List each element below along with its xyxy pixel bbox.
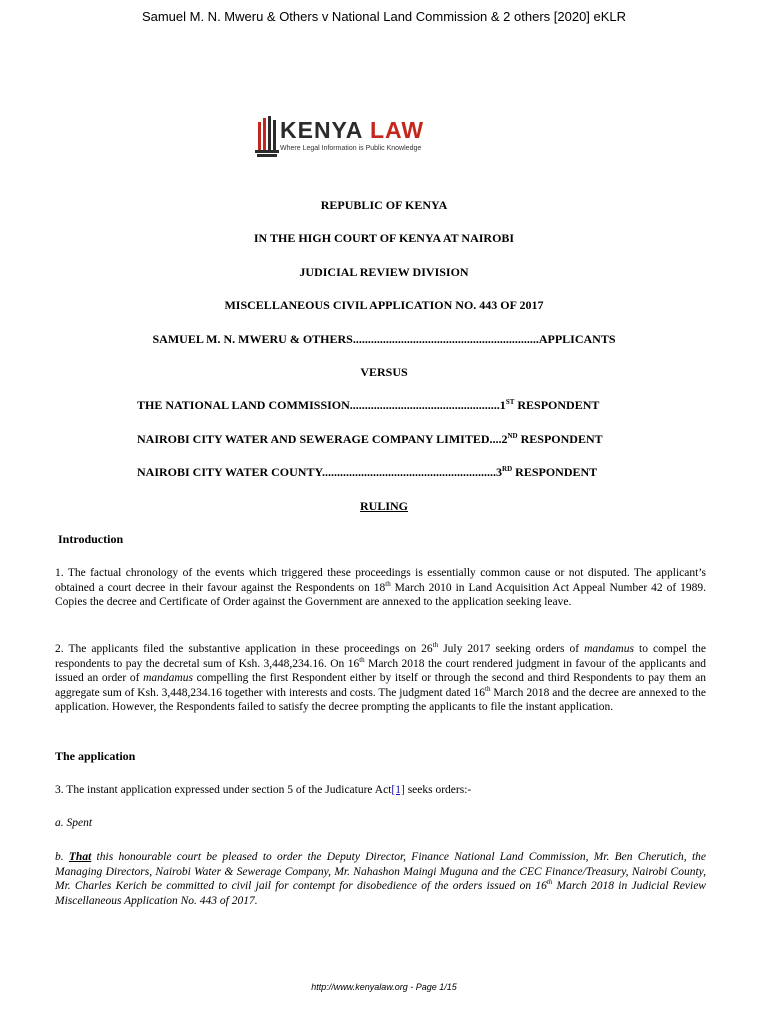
versus-heading: VERSUS xyxy=(360,365,408,379)
ruling-heading: RULING xyxy=(359,499,408,513)
logo-tagline: Where Legal Information is Public Knowledge xyxy=(280,145,422,152)
second-respondent-line: NAIROBI CITY WATER AND SEWERAGE COMPANY LIMITED....2ND RESPONDENT xyxy=(137,432,603,446)
paragraph-3: 3. The instant application expressed under section 5 of the Judicature Act[1] seeks orders:- xyxy=(55,784,472,796)
page-header: Samuel M. N. Mweru & Others v National Land Commission & 2 others [2020] eKLR xyxy=(141,9,627,24)
order-b: b. That this honourable court be pleased to order the Deputy Director, Finance National Land Commission, Mr. Ben Cherutich, the Managing Directors, Nairobi Water & Sewerage Company, Mr. Nahashon Maingi Muguna and the CEC Finance/Treasury, Nairobi County, Mr. Charles Kerich be committed to civil jail for contempt for disobedience of the orders issued on 16th March 2018 in Judicial Review Miscellaneous Application No. 443 of 2017. xyxy=(55,851,706,907)
introduction-heading: Introduction xyxy=(58,532,124,546)
application-number: MISCELLANEOUS CIVIL APPLICATION NO. 443 OF 2017 xyxy=(224,298,544,312)
application-heading: The application xyxy=(55,749,136,763)
court-heading: IN THE HIGH COURT OF KENYA AT NAIROBI xyxy=(253,231,515,245)
division-heading: JUDICIAL REVIEW DIVISION xyxy=(299,265,469,279)
page-footer: http://www.kenyalaw.org - Page 1/15 xyxy=(311,982,457,992)
paragraph-1: 1. The factual chronology of the events which triggered these proceedings is essentially common cause or not disputed. The applicant’s obtained a court decree in their favour against the Respondents on 18th March 2010 in Land Acquisition Act Appeal Number 42 of 1989. Copies the decree and Certificate of Order against the Government are annexed to the application seeking leave. xyxy=(55,567,706,608)
first-respondent-line: THE NATIONAL LAND COMMISSION..................................................1ST RESPONDENT xyxy=(137,398,600,412)
paragraph-2: 2. The applicants filed the substantive application in these proceedings on 26th July 2017 seeking orders of mandamus to compel the respondents to pay the decretal sum of Ksh. 3,448,234.16. On 16th March 2018 the court rendered judgment in favour of the applicants and issued an order of mandamus compelling the first Respondent either by itself or through the second and third Respondents to pay them an aggregate sum of Ksh. 3,448,234.16 together with interests and costs. The judgment dated 16th March 2018 and the decree are annexed to the application. However, the Respondents failed to satisfy the decree prompting the applicants to file the instant application. xyxy=(55,641,706,713)
footnote-link[interactable]: [1] xyxy=(391,784,405,796)
republic-heading: REPUBLIC OF KENYA xyxy=(320,198,448,212)
kenya-law-logo xyxy=(255,114,465,158)
third-respondent-line: NAIROBI CITY WATER COUNTY..........................................................3RD RESPONDENT xyxy=(137,465,598,479)
order-a: a. Spent xyxy=(55,817,93,829)
applicants-line: SAMUEL M. N. MWERU & OTHERS..............................................................APPLICANTS xyxy=(152,332,616,346)
pillars-icon xyxy=(255,114,279,158)
logo-wordmark: KENYA LAW xyxy=(280,117,425,143)
